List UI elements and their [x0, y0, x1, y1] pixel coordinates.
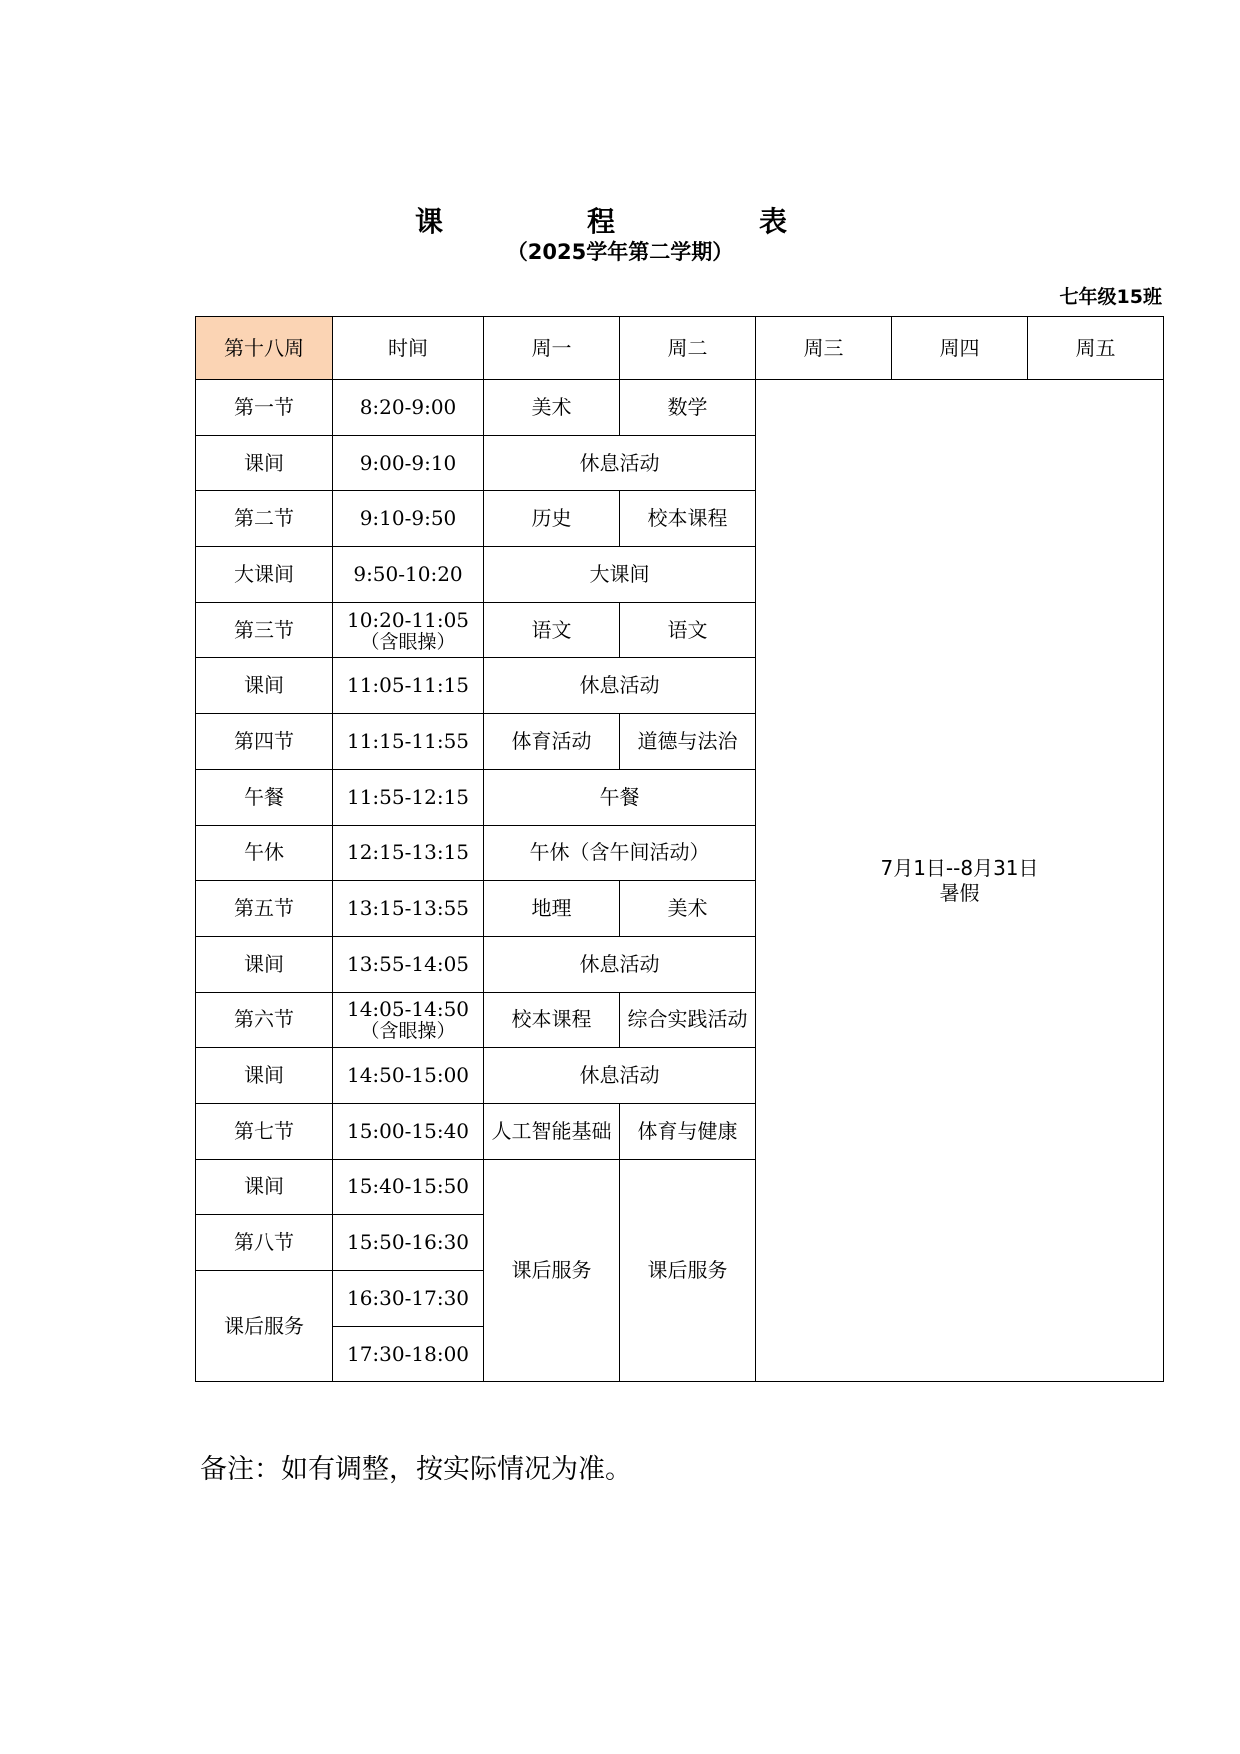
period-cell: 午休 [196, 825, 333, 881]
time-note: （含眼操） [360, 1020, 456, 1043]
monday-cell: 体育活动 [484, 714, 620, 770]
time-cell: 13:55-14:05 [333, 936, 484, 992]
period-cell: 第四节 [196, 714, 333, 770]
time-cell: 9:50-10:20 [333, 547, 484, 603]
time-note: （含眼操） [360, 630, 456, 653]
period-cell: 午餐 [196, 769, 333, 825]
merged-activity-cell: 大课间 [484, 547, 756, 603]
summer-break-cell [756, 380, 1164, 1382]
time-cell: 11:15-11:55 [333, 714, 484, 770]
merged-activity-cell: 休息活动 [484, 658, 756, 714]
time-cell: 8:20-9:00 [333, 380, 484, 436]
time-cell: 15:40-15:50 [333, 1159, 484, 1215]
monday-cell: 语文 [484, 602, 620, 658]
time-cell: 14:50-15:00 [333, 1048, 484, 1104]
period-cell: 第三节 [196, 602, 333, 658]
time-header: 时间 [333, 317, 484, 380]
period-cell: 第六节 [196, 992, 333, 1048]
footnote: 备注：如有调整，按实际情况为准。 [200, 1454, 632, 1485]
time-cell: 13:15-13:55 [333, 881, 484, 937]
time-range: 14:05-14:50 [346, 997, 470, 1022]
table-row [196, 380, 1164, 436]
document-subtitle: （2025学年第二学期） [506, 240, 734, 264]
monday-after-school-cell: 课后服务 [484, 1159, 620, 1382]
period-cell: 大课间 [196, 547, 333, 603]
schedule-table [195, 316, 1164, 1382]
tuesday-cell: 美术 [620, 881, 756, 937]
merged-activity-cell: 休息活动 [484, 1048, 756, 1104]
period-cell: 第八节 [196, 1215, 333, 1271]
time-cell: 12:15-13:15 [333, 825, 484, 881]
time-cell: 11:05-11:15 [333, 658, 484, 714]
time-cell: 9:00-9:10 [333, 435, 484, 491]
period-cell: 课间 [196, 1048, 333, 1104]
monday-cell: 美术 [484, 380, 620, 436]
summer-break-dates: 7月1日--8月31日 [880, 855, 1039, 880]
merged-activity-cell: 休息活动 [484, 435, 756, 491]
time-cell: 15:50-16:30 [333, 1215, 484, 1271]
period-cell: 课间 [196, 435, 333, 491]
summer-break-label: 暑假 [939, 880, 980, 905]
tuesday-after-school-cell: 课后服务 [620, 1159, 756, 1382]
monday-header: 周一 [484, 317, 620, 380]
header-row [196, 317, 1164, 380]
time-cell: 17:30-18:00 [333, 1326, 484, 1382]
period-cell: 课间 [196, 936, 333, 992]
period-cell: 课后服务 [196, 1271, 333, 1382]
period-cell: 课间 [196, 1159, 333, 1215]
tuesday-cell: 语文 [620, 602, 756, 658]
tuesday-cell: 道德与法治 [620, 714, 756, 770]
time-range: 10:20-11:05 [346, 607, 470, 632]
thursday-header: 周四 [892, 317, 1028, 380]
period-cell: 课间 [196, 658, 333, 714]
period-cell: 第七节 [196, 1103, 333, 1159]
tuesday-cell: 数学 [620, 380, 756, 436]
monday-cell: 校本课程 [484, 992, 620, 1048]
class-label: 七年级15班 [1059, 286, 1162, 308]
period-cell: 第五节 [196, 881, 333, 937]
wednesday-header: 周三 [756, 317, 892, 380]
merged-activity-cell: 休息活动 [484, 936, 756, 992]
tuesday-cell: 体育与健康 [620, 1103, 756, 1159]
time-cell: 15:00-15:40 [333, 1103, 484, 1159]
monday-cell: 人工智能基础 [484, 1103, 620, 1159]
merged-activity-cell: 午休（含午间活动） [484, 825, 756, 881]
period-cell: 第一节 [196, 380, 333, 436]
friday-header: 周五 [1028, 317, 1164, 380]
time-cell [333, 992, 484, 1048]
document-title: 课 程 表 [414, 205, 845, 238]
time-cell: 9:10-9:50 [333, 491, 484, 547]
time-cell: 11:55-12:15 [333, 769, 484, 825]
time-cell: 16:30-17:30 [333, 1271, 484, 1327]
period-cell: 第二节 [196, 491, 333, 547]
tuesday-cell: 校本课程 [620, 491, 756, 547]
time-cell [333, 602, 484, 658]
merged-activity-cell: 午餐 [484, 769, 756, 825]
monday-cell: 历史 [484, 491, 620, 547]
monday-cell: 地理 [484, 881, 620, 937]
week-header: 第十八周 [196, 317, 333, 380]
tuesday-cell: 综合实践活动 [620, 992, 756, 1048]
tuesday-header: 周二 [620, 317, 756, 380]
